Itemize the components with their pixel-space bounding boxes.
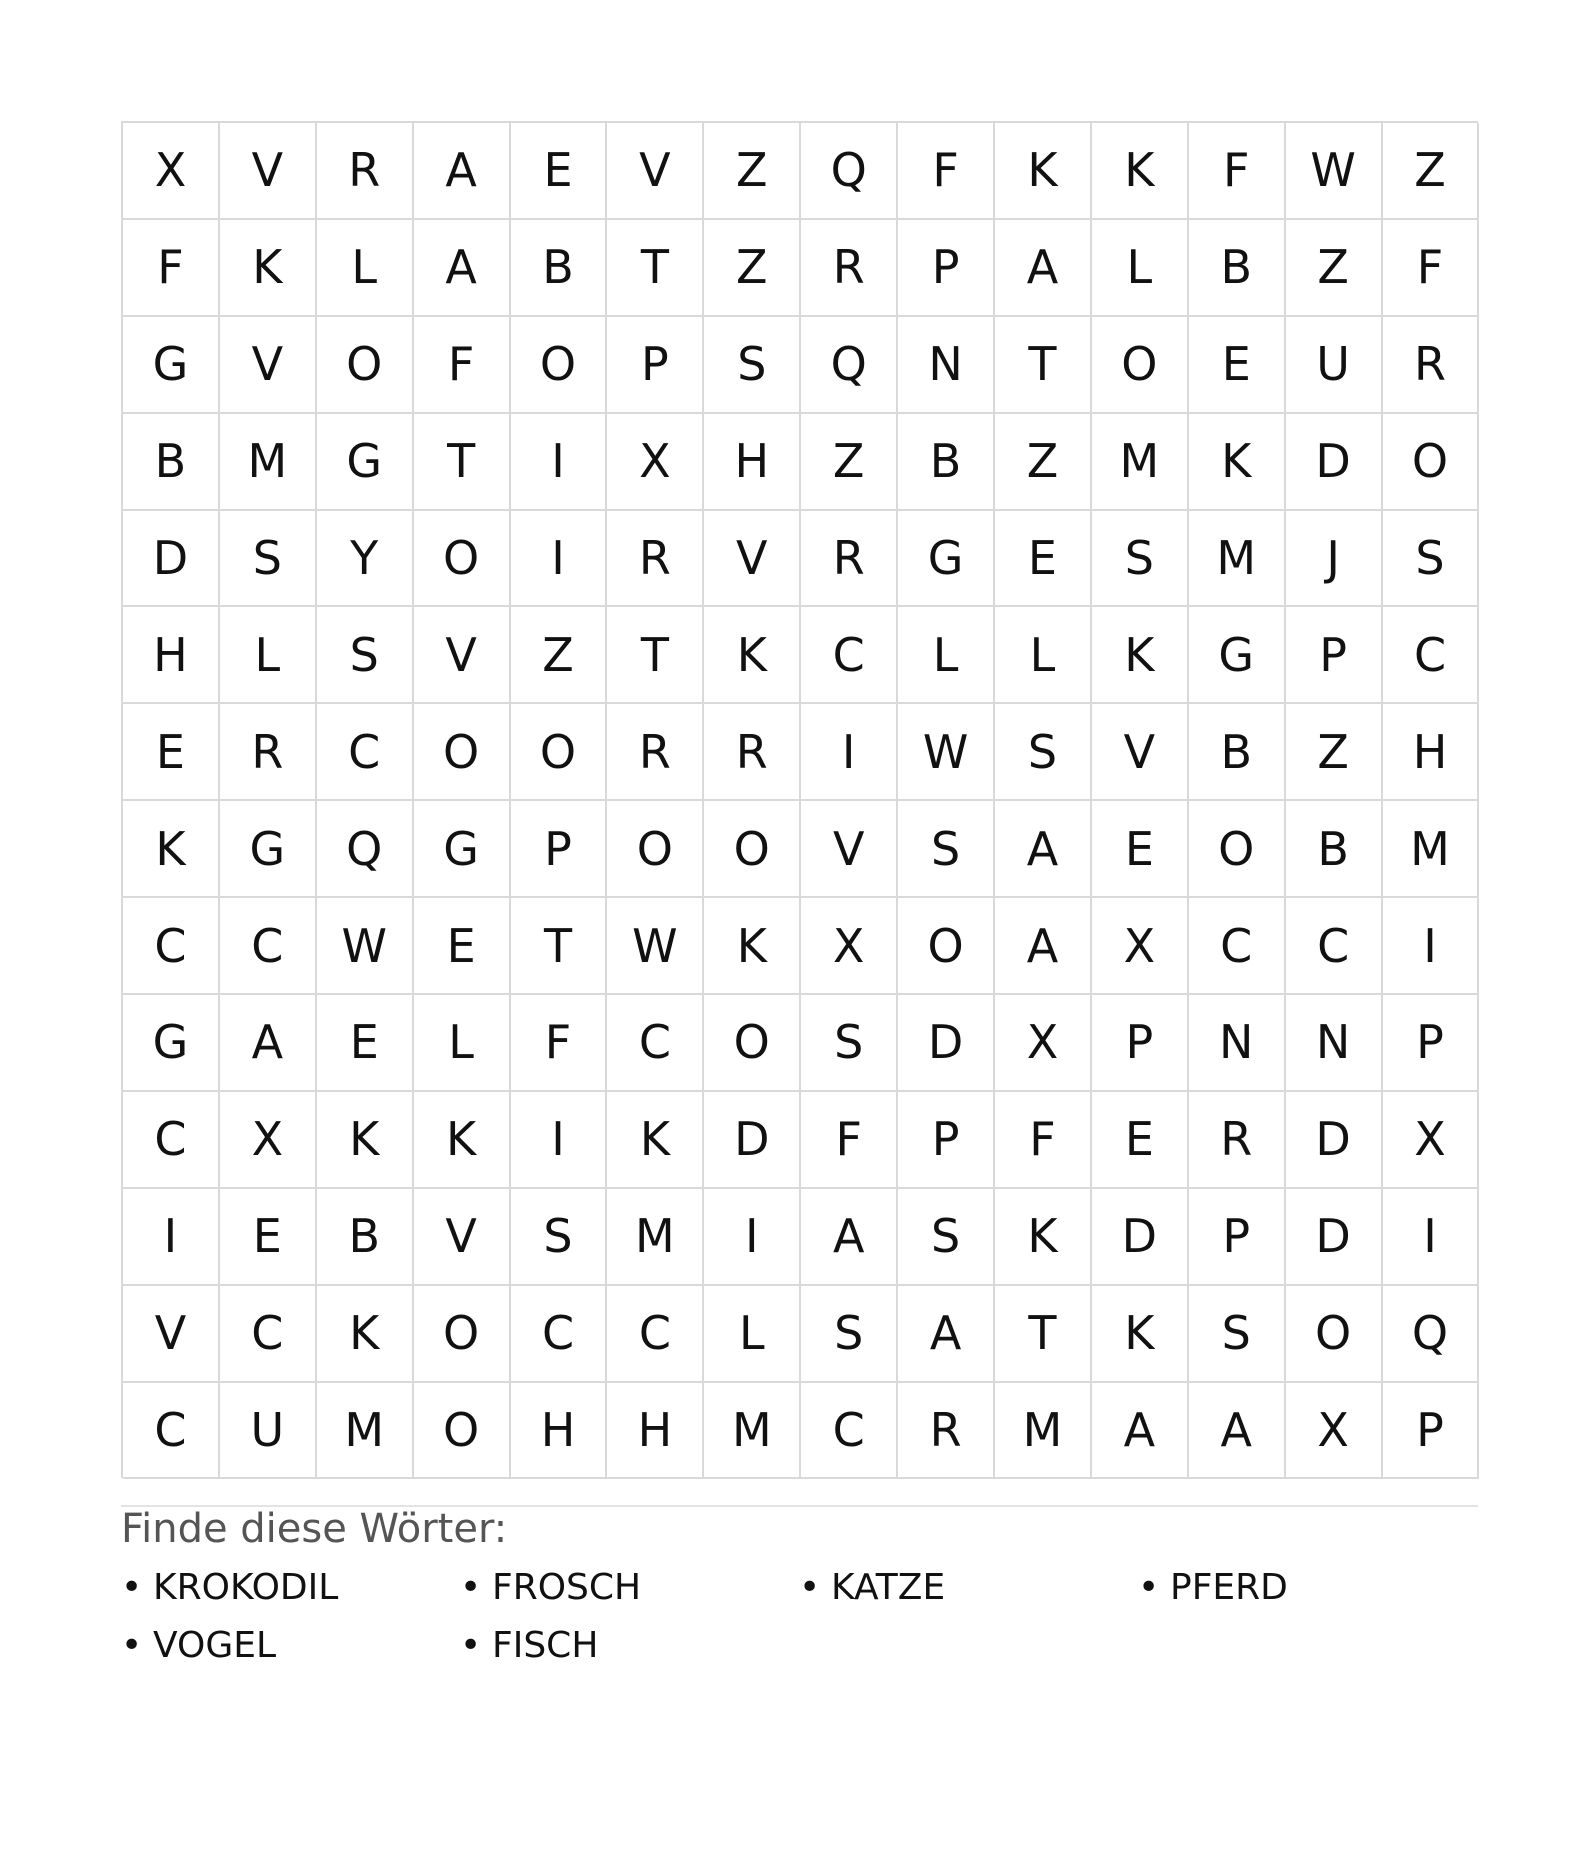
grid-cell[interactable]: G: [220, 801, 317, 898]
word-label: FROSCH: [492, 1567, 642, 1608]
grid-cell[interactable]: E: [123, 704, 220, 801]
grid-cell[interactable]: S: [704, 317, 801, 414]
grid-cell[interactable]: I: [1383, 1189, 1480, 1286]
grid-cell[interactable]: L: [317, 220, 414, 317]
grid-cell[interactable]: D: [123, 511, 220, 608]
grid-cell[interactable]: P: [898, 1092, 995, 1189]
grid-cell[interactable]: O: [898, 898, 995, 995]
grid-cell[interactable]: Q: [1383, 1286, 1480, 1383]
grid-cell[interactable]: M: [995, 1383, 1092, 1480]
grid-cell[interactable]: C: [511, 1286, 608, 1383]
grid-cell[interactable]: R: [704, 704, 801, 801]
grid-cell[interactable]: Z: [1286, 704, 1383, 801]
grid-cell[interactable]: M: [704, 1383, 801, 1480]
grid-cell[interactable]: P: [511, 801, 608, 898]
grid-cell[interactable]: Y: [317, 511, 414, 608]
grid-cell[interactable]: E: [1189, 317, 1286, 414]
grid-cell[interactable]: M: [1383, 801, 1480, 898]
grid-cell[interactable]: T: [607, 220, 704, 317]
grid-cell[interactable]: R: [1383, 317, 1480, 414]
grid-cell[interactable]: C: [1189, 898, 1286, 995]
grid-cell[interactable]: B: [1189, 220, 1286, 317]
grid-cell[interactable]: M: [220, 414, 317, 511]
grid-cell[interactable]: G: [414, 801, 511, 898]
grid-cell[interactable]: O: [511, 317, 608, 414]
grid-cell[interactable]: R: [801, 511, 898, 608]
grid-cell[interactable]: L: [898, 607, 995, 704]
grid-cell[interactable]: T: [511, 898, 608, 995]
grid-cell[interactable]: E: [414, 898, 511, 995]
grid-cell[interactable]: M: [317, 1383, 414, 1480]
word-list-item: [121, 1566, 460, 1610]
grid-cell[interactable]: F: [123, 220, 220, 317]
grid-cell[interactable]: L: [704, 1286, 801, 1383]
word-list: [121, 1566, 1478, 1668]
grid-cell[interactable]: P: [607, 317, 704, 414]
bullet-icon: •: [460, 1567, 482, 1608]
grid-cell[interactable]: K: [1189, 414, 1286, 511]
grid-cell[interactable]: V: [123, 1286, 220, 1383]
grid-cell[interactable]: U: [1286, 317, 1383, 414]
grid-cell[interactable]: D: [704, 1092, 801, 1189]
grid-cell[interactable]: S: [801, 1286, 898, 1383]
word-list-item: [1138, 1566, 1477, 1610]
grid-cell[interactable]: W: [607, 898, 704, 995]
grid-cell[interactable]: D: [1286, 1092, 1383, 1189]
grid-cell[interactable]: F: [898, 123, 995, 220]
grid-cell[interactable]: S: [898, 801, 995, 898]
grid-cell[interactable]: C: [123, 1383, 220, 1480]
grid-cell[interactable]: O: [1092, 317, 1189, 414]
grid-cell[interactable]: E: [511, 123, 608, 220]
grid-cell[interactable]: D: [898, 995, 995, 1092]
grid-cell[interactable]: C: [123, 898, 220, 995]
grid-cell[interactable]: O: [704, 995, 801, 1092]
grid-cell[interactable]: B: [317, 1189, 414, 1286]
grid-cell[interactable]: G: [1189, 607, 1286, 704]
grid-cell[interactable]: M: [607, 1189, 704, 1286]
grid-cell[interactable]: O: [414, 1286, 511, 1383]
grid-cell[interactable]: P: [1383, 1383, 1480, 1480]
grid-cell[interactable]: S: [898, 1189, 995, 1286]
grid-cell[interactable]: S: [801, 995, 898, 1092]
word-label: VOGEL: [153, 1625, 277, 1666]
grid-cell[interactable]: C: [607, 995, 704, 1092]
grid-cell[interactable]: U: [220, 1383, 317, 1480]
grid-cell[interactable]: Z: [704, 123, 801, 220]
grid-cell[interactable]: T: [995, 317, 1092, 414]
grid-cell[interactable]: Q: [801, 123, 898, 220]
grid-cell[interactable]: G: [123, 317, 220, 414]
word-list-heading: Finde diese Wörter:: [121, 1506, 508, 1552]
grid-cell[interactable]: H: [1383, 704, 1480, 801]
grid-cell[interactable]: R: [898, 1383, 995, 1480]
grid-cell[interactable]: K: [220, 220, 317, 317]
grid-cell[interactable]: S: [1092, 511, 1189, 608]
grid-cell[interactable]: C: [1383, 607, 1480, 704]
grid-cell[interactable]: F: [1189, 123, 1286, 220]
grid-cell[interactable]: C: [607, 1286, 704, 1383]
grid-cell[interactable]: J: [1286, 511, 1383, 608]
grid-cell[interactable]: D: [1286, 414, 1383, 511]
grid-cell[interactable]: P: [1286, 607, 1383, 704]
grid-cell[interactable]: A: [414, 220, 511, 317]
word-list-item: [460, 1566, 799, 1610]
grid-cell[interactable]: B: [1286, 801, 1383, 898]
bullet-icon: •: [799, 1567, 821, 1608]
grid-cell[interactable]: B: [123, 414, 220, 511]
word-label: FISCH: [492, 1625, 599, 1666]
grid-cell[interactable]: A: [801, 1189, 898, 1286]
grid-cell[interactable]: K: [607, 1092, 704, 1189]
grid-cell[interactable]: O: [414, 1383, 511, 1480]
grid-cell[interactable]: K: [1092, 123, 1189, 220]
grid-cell[interactable]: S: [317, 607, 414, 704]
grid-cell[interactable]: L: [995, 607, 1092, 704]
grid-cell[interactable]: H: [511, 1383, 608, 1480]
word-label: KROKODIL: [153, 1567, 339, 1608]
grid-cell[interactable]: C: [220, 898, 317, 995]
grid-cell[interactable]: W: [317, 898, 414, 995]
grid-cell[interactable]: S: [511, 1189, 608, 1286]
grid-cell[interactable]: Z: [1383, 123, 1480, 220]
grid-cell[interactable]: I: [511, 511, 608, 608]
grid-cell[interactable]: G: [317, 414, 414, 511]
grid-cell[interactable]: W: [1286, 123, 1383, 220]
grid-cell[interactable]: V: [220, 123, 317, 220]
grid-cell[interactable]: Q: [317, 801, 414, 898]
grid-cell[interactable]: V: [414, 1189, 511, 1286]
grid-cell[interactable]: C: [123, 1092, 220, 1189]
grid-cell[interactable]: X: [1092, 898, 1189, 995]
grid-cell[interactable]: C: [1286, 898, 1383, 995]
grid-cell[interactable]: A: [995, 220, 1092, 317]
grid-cell[interactable]: I: [801, 704, 898, 801]
grid-cell[interactable]: H: [704, 414, 801, 511]
grid-cell[interactable]: D: [1092, 1189, 1189, 1286]
grid-cell[interactable]: V: [607, 123, 704, 220]
grid-cell[interactable]: R: [607, 704, 704, 801]
grid-cell[interactable]: N: [898, 317, 995, 414]
grid-cell[interactable]: N: [1189, 995, 1286, 1092]
grid-cell[interactable]: L: [414, 995, 511, 1092]
grid-cell[interactable]: D: [1286, 1189, 1383, 1286]
grid-cell[interactable]: K: [1092, 607, 1189, 704]
grid-cell[interactable]: I: [511, 1092, 608, 1189]
bullet-icon: •: [121, 1567, 143, 1608]
grid-cell[interactable]: P: [1383, 995, 1480, 1092]
grid-cell[interactable]: A: [1092, 1383, 1189, 1480]
grid-cell[interactable]: X: [1383, 1092, 1480, 1189]
word-list-item: [799, 1566, 1138, 1610]
grid-cell[interactable]: K: [317, 1092, 414, 1189]
grid-cell[interactable]: S: [1383, 511, 1480, 608]
grid-cell[interactable]: G: [898, 511, 995, 608]
grid-cell[interactable]: K: [704, 898, 801, 995]
grid-cell[interactable]: H: [123, 607, 220, 704]
grid-cell[interactable]: A: [898, 1286, 995, 1383]
grid-cell[interactable]: E: [1092, 1092, 1189, 1189]
bullet-icon: •: [1138, 1567, 1160, 1608]
grid-cell[interactable]: E: [995, 511, 1092, 608]
grid-cell[interactable]: X: [1286, 1383, 1383, 1480]
grid-cell[interactable]: Z: [704, 220, 801, 317]
grid-cell[interactable]: K: [995, 123, 1092, 220]
grid-cell[interactable]: V: [1092, 704, 1189, 801]
grid-cell[interactable]: C: [801, 1383, 898, 1480]
grid-cell[interactable]: L: [1092, 220, 1189, 317]
grid-cell[interactable]: B: [898, 414, 995, 511]
grid-cell[interactable]: R: [317, 123, 414, 220]
grid-cell[interactable]: E: [317, 995, 414, 1092]
grid-cell[interactable]: F: [1383, 220, 1480, 317]
word-label: KATZE: [831, 1567, 946, 1608]
grid-cell[interactable]: F: [801, 1092, 898, 1189]
grid-cell[interactable]: M: [1189, 511, 1286, 608]
grid-cell[interactable]: F: [511, 995, 608, 1092]
grid-cell[interactable]: T: [995, 1286, 1092, 1383]
grid-cell[interactable]: O: [1286, 1286, 1383, 1383]
grid-cell[interactable]: O: [414, 704, 511, 801]
grid-cell[interactable]: S: [995, 704, 1092, 801]
grid-cell[interactable]: S: [220, 511, 317, 608]
grid-cell[interactable]: E: [220, 1189, 317, 1286]
grid-cell[interactable]: Z: [511, 607, 608, 704]
grid-cell[interactable]: X: [607, 414, 704, 511]
grid-cell[interactable]: K: [414, 1092, 511, 1189]
grid-cell[interactable]: I: [123, 1189, 220, 1286]
grid-cell[interactable]: V: [220, 317, 317, 414]
grid-cell[interactable]: T: [414, 414, 511, 511]
grid-cell[interactable]: S: [1189, 1286, 1286, 1383]
grid-cell[interactable]: T: [607, 607, 704, 704]
grid-cell[interactable]: P: [1189, 1189, 1286, 1286]
grid-cell[interactable]: N: [1286, 995, 1383, 1092]
grid-cell[interactable]: P: [898, 220, 995, 317]
grid-cell[interactable]: Z: [1286, 220, 1383, 317]
grid-cell[interactable]: X: [220, 1092, 317, 1189]
grid-cell[interactable]: C: [801, 607, 898, 704]
grid-cell[interactable]: H: [607, 1383, 704, 1480]
grid-cell[interactable]: X: [995, 995, 1092, 1092]
grid-cell[interactable]: Q: [801, 317, 898, 414]
grid-cell[interactable]: O: [511, 704, 608, 801]
letter-grid: [121, 121, 1478, 1478]
grid-cell[interactable]: K: [995, 1189, 1092, 1286]
grid-cell[interactable]: O: [1189, 801, 1286, 898]
word-list-item: [121, 1624, 460, 1668]
grid-cell[interactable]: K: [317, 1286, 414, 1383]
grid-cell[interactable]: V: [704, 511, 801, 608]
grid-cell[interactable]: R: [1189, 1092, 1286, 1189]
grid-cell[interactable]: K: [704, 607, 801, 704]
grid-cell[interactable]: O: [607, 801, 704, 898]
grid-cell[interactable]: B: [1189, 704, 1286, 801]
word-label: PFERD: [1170, 1567, 1288, 1608]
grid-cell[interactable]: K: [1092, 1286, 1189, 1383]
grid-cell[interactable]: O: [1383, 414, 1480, 511]
grid-cell[interactable]: X: [801, 898, 898, 995]
grid-cell[interactable]: O: [704, 801, 801, 898]
word-list-item: [460, 1624, 799, 1668]
grid-cell[interactable]: V: [801, 801, 898, 898]
grid-cell[interactable]: L: [220, 607, 317, 704]
grid-cell[interactable]: B: [511, 220, 608, 317]
grid-cell[interactable]: I: [511, 414, 608, 511]
grid-cell[interactable]: A: [995, 898, 1092, 995]
grid-cell[interactable]: V: [414, 607, 511, 704]
grid-cell[interactable]: F: [414, 317, 511, 414]
grid-cell[interactable]: R: [220, 704, 317, 801]
grid-cell[interactable]: A: [995, 801, 1092, 898]
grid-cell[interactable]: R: [801, 220, 898, 317]
grid-cell[interactable]: C: [317, 704, 414, 801]
grid-cell[interactable]: G: [123, 995, 220, 1092]
grid-cell[interactable]: Z: [995, 414, 1092, 511]
grid-cell[interactable]: P: [1092, 995, 1189, 1092]
grid-cell[interactable]: X: [123, 123, 220, 220]
grid-cell[interactable]: O: [414, 511, 511, 608]
grid-cell[interactable]: A: [220, 995, 317, 1092]
grid-cell[interactable]: C: [220, 1286, 317, 1383]
bullet-icon: •: [460, 1625, 482, 1666]
grid-cell[interactable]: R: [607, 511, 704, 608]
grid-cell[interactable]: E: [1092, 801, 1189, 898]
bullet-icon: •: [121, 1625, 143, 1666]
grid-cell[interactable]: A: [414, 123, 511, 220]
grid-cell[interactable]: Z: [801, 414, 898, 511]
grid-cell[interactable]: W: [898, 704, 995, 801]
grid-cell[interactable]: M: [1092, 414, 1189, 511]
grid-cell[interactable]: F: [995, 1092, 1092, 1189]
grid-cell[interactable]: A: [1189, 1383, 1286, 1480]
grid-cell[interactable]: K: [123, 801, 220, 898]
grid-cell[interactable]: I: [704, 1189, 801, 1286]
grid-cell[interactable]: I: [1383, 898, 1480, 995]
grid-cell[interactable]: O: [317, 317, 414, 414]
